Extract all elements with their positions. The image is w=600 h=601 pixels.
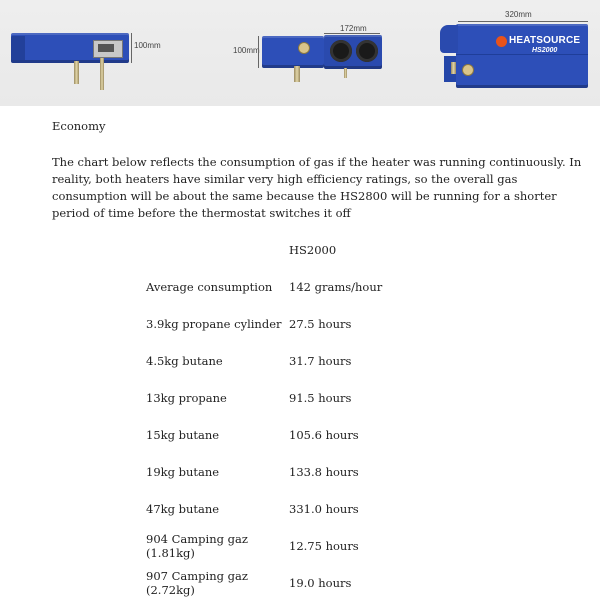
table-row — [146, 564, 409, 601]
row-value: 91.5 hours — [289, 390, 352, 405]
table-row — [146, 527, 409, 564]
end-view-height-dimension: 100mm — [233, 46, 260, 55]
row-label: 19kg butane — [146, 464, 220, 479]
heatsource-logo-icon — [496, 36, 507, 47]
table-row — [146, 379, 409, 416]
end-view-width-dimension: 172mm — [340, 24, 367, 33]
row-value: 19.0 hours — [289, 575, 352, 590]
side-view-dimension: 100mm — [134, 41, 161, 50]
row-value: 142 grams/hour — [289, 279, 383, 294]
row-value: 105.6 hours — [289, 427, 359, 442]
table-header-row — [146, 231, 409, 268]
row-value: 31.7 hours — [289, 353, 352, 368]
model-label: HS2000 — [532, 47, 558, 54]
table-row — [146, 490, 409, 527]
row-label: 907 Camping gaz (2.72kg) — [146, 568, 248, 597]
table-row — [146, 342, 409, 379]
gas-consumption-table — [146, 231, 409, 601]
row-label: 15kg butane — [146, 427, 220, 442]
row-label: 904 Camping gaz (1.81kg) — [146, 531, 248, 560]
product-banner — [0, 0, 600, 106]
front-view-dimension: 320mm — [505, 10, 532, 19]
table-row — [146, 453, 409, 490]
row-label: 3.9kg propane cylinder — [146, 316, 282, 331]
table-row — [146, 305, 409, 342]
row-value: 27.5 hours — [289, 316, 352, 331]
row-label: Average consumption — [146, 279, 273, 294]
table-row — [146, 268, 409, 305]
row-value: 12.75 hours — [289, 538, 359, 553]
heatsource-logo-text: HEATSOURCE — [509, 35, 581, 46]
table-header-label — [146, 231, 289, 268]
row-label: 47kg butane — [146, 501, 220, 516]
section-title: Economy — [52, 119, 106, 133]
row-value: 133.8 hours — [289, 464, 359, 479]
article-body — [52, 118, 592, 222]
table-row — [146, 416, 409, 453]
row-value: 331.0 hours — [289, 501, 359, 516]
intro-paragraph: The chart below reflects the consumption of gas if the heater was running continuously. In reality, both heaters have similar very high efficiency ratings, so the overall gas consumption will be about the same because the HS2800 will be running for a shorter period of time before the thermostat switches it off — [52, 155, 582, 220]
row-label: 13kg propane — [146, 390, 227, 405]
table-header-model: HS2000 — [289, 242, 337, 257]
row-label: 4.5kg butane — [146, 353, 223, 368]
